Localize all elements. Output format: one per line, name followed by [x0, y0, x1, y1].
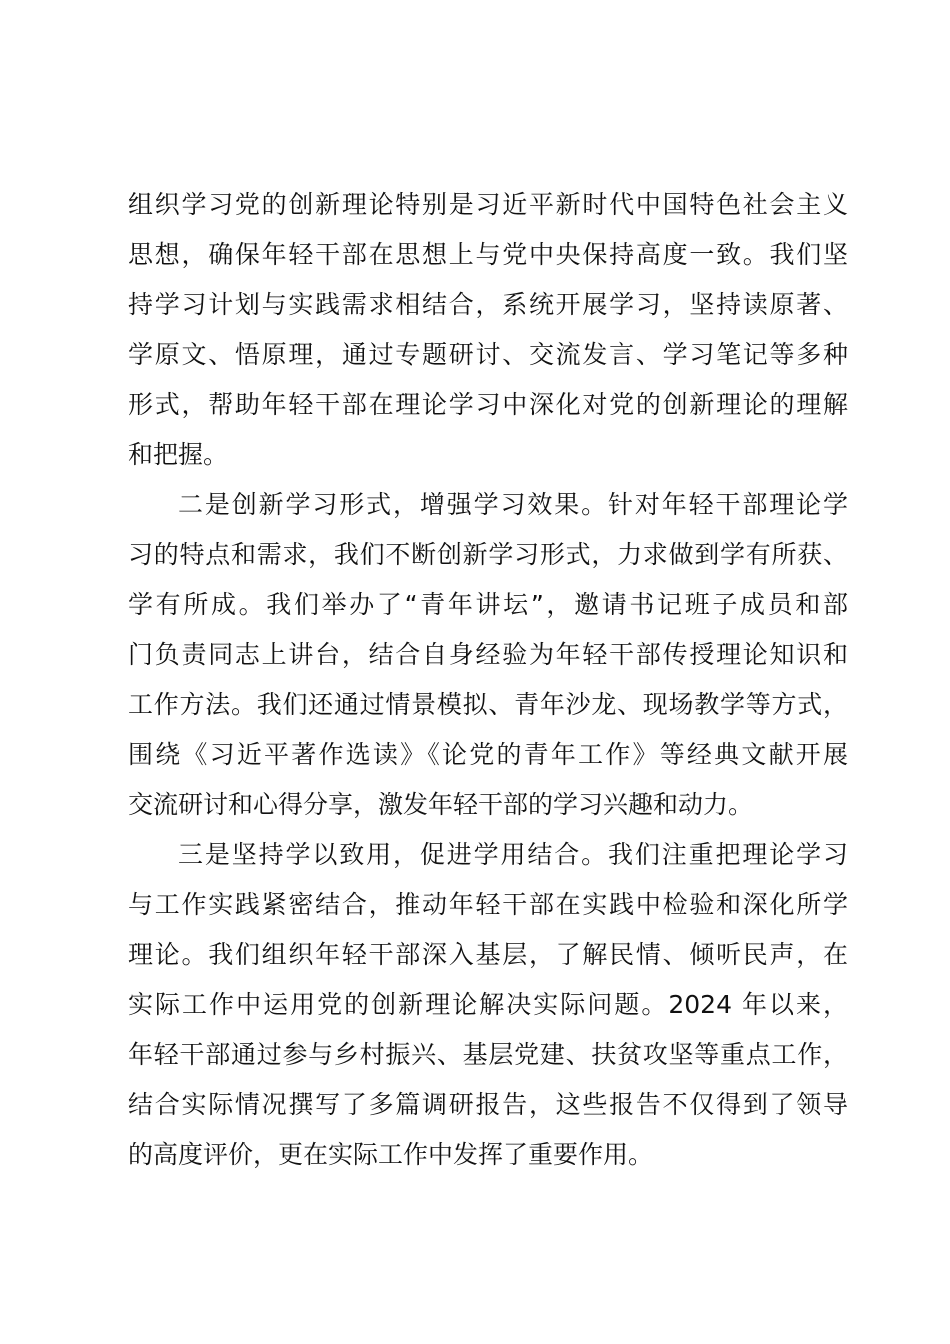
paragraph-2-line-5: 工作方法。我们还通过情景模拟、青年沙龙、现场教学等方式，: [128, 690, 848, 719]
paragraph-2-line-2: 习的特点和需求，我们不断创新学习形式，力求做到学有所获、: [128, 540, 848, 569]
paragraph-2-line-4: 门负责同志上讲台，结合自身经验为年轻干部传授理论知识和: [128, 640, 848, 669]
paragraph-2-line-1: 二是创新学习形式，增强学习效果。针对年轻干部理论学: [178, 490, 848, 519]
paragraph-3-line-6: 结合实际情况撰写了多篇调研报告，这些报告不仅得到了领导: [128, 1090, 848, 1119]
paragraph-3-line-1: 三是坚持学以致用，促进学用结合。我们注重把理论学习: [178, 840, 848, 869]
paragraph-3-line-7: 的高度评价，更在实际工作中发挥了重要作用。: [128, 1140, 654, 1169]
paragraph-3-line-2: 与工作实践紧密结合，推动年轻干部在实践中检验和深化所学: [128, 890, 848, 919]
paragraph-1-line-3: 持学习计划与实践需求相结合，系统开展学习，坚持读原著、: [128, 290, 848, 319]
paragraph-1-line-5: 形式，帮助年轻干部在理论学习中深化对党的创新理论的理解: [128, 390, 848, 419]
body-text: [128, 180, 848, 1180]
paragraph-1-line-6: 和把握。: [128, 440, 229, 469]
paragraph-2-line-3: 学有所成。我们举办了“青年讲坛”，邀请书记班子成员和部: [128, 590, 848, 619]
paragraph-3-line-3: 理论。我们组织年轻干部深入基层，了解民情、倾听民声，在: [128, 940, 848, 969]
paragraph-2-line-6: 围绕《习近平著作选读》《论党的青年工作》等经典文献开展: [128, 740, 848, 769]
paragraph-3-line-5: 年轻干部通过参与乡村振兴、基层党建、扶贫攻坚等重点工作，: [128, 1040, 848, 1069]
paragraph-2-line-7: 交流研讨和心得分享，激发年轻干部的学习兴趣和动力。: [128, 790, 754, 819]
paragraph-1-line-1: 组织学习党的创新理论特别是习近平新时代中国特色社会主义: [128, 190, 848, 219]
paragraph-1-line-2: 思想，确保年轻干部在思想上与党中央保持高度一致。我们坚: [128, 240, 848, 269]
paragraph-3-line-4: 实际工作中运用党的创新理论解决实际问题。2024 年以来，: [128, 990, 848, 1019]
paragraph-1-line-4: 学原文、悟原理，通过专题研讨、交流发言、学习笔记等多种: [128, 340, 848, 369]
